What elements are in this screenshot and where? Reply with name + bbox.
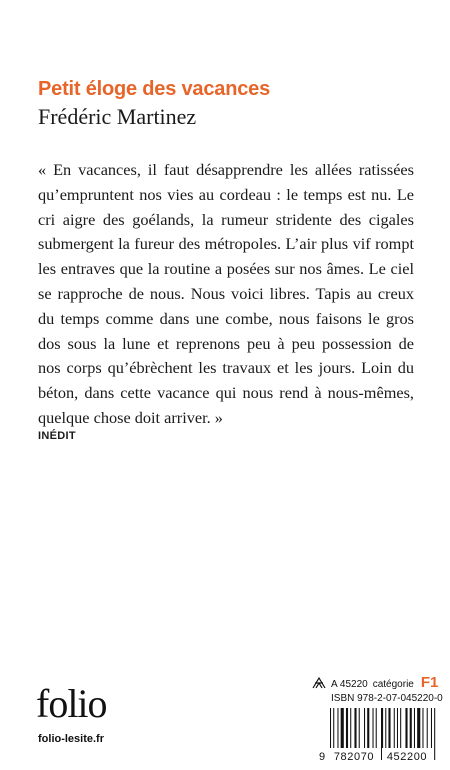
blurb-line: quelque chose doit arriver. » <box>38 407 223 427</box>
barcode-left-digits: 782070 <box>333 751 375 762</box>
blurb-line: cri aigre des goélands, la rumeur stridente des cigales <box>38 209 414 229</box>
catalog-reference: A 45220 <box>331 679 368 690</box>
barcode-digits <box>318 748 436 762</box>
blurb-line: du temps comme dans une combe, nous faisons le gros <box>38 308 414 328</box>
blurb-line: se rapproche de nous. Nous voici libres. Tapis au creux <box>38 283 414 303</box>
category-label: catégorie <box>372 679 414 690</box>
isbn-number: ISBN 978-2-07-045220-0 <box>331 693 443 704</box>
blurb-line: dos sous la lune et reprenons peu à peu possession de <box>38 333 414 353</box>
blurb-line: « En vacances, il faut désapprendre les allées ratissées <box>38 160 414 179</box>
bookstore-code-icon <box>312 676 326 690</box>
barcode-right-digits: 452200 <box>386 751 428 762</box>
category-grade: F1 <box>420 674 439 691</box>
blurb-line: qu’empruntent nos vies au cordeau : le temps est nu. Le <box>38 184 414 204</box>
book-title: Petit éloge des vacances <box>38 78 270 100</box>
barcode-first-digit: 9 <box>319 751 326 762</box>
unpublished-label: INÉDIT <box>38 430 76 442</box>
publisher-website: folio-lesite.fr <box>38 733 105 745</box>
blurb-line: les entraves que la routine a posées sur nos âmes. Le ciel <box>38 259 414 279</box>
blurb-line: nos corps qu’ébrèchent les travaux et les jours. Loin du <box>38 358 414 378</box>
blurb-line: submergent la fureur des métropoles. L’air plus vif rompt <box>38 234 414 254</box>
blurb-line: béton, dans cette vacance qui nous rend à nous-mêmes, <box>38 383 414 403</box>
catalog-code-row <box>312 674 438 690</box>
back-cover-blurb <box>38 158 414 431</box>
publisher-logo: folio <box>36 681 107 726</box>
author-name: Frédéric Martinez <box>38 104 197 129</box>
